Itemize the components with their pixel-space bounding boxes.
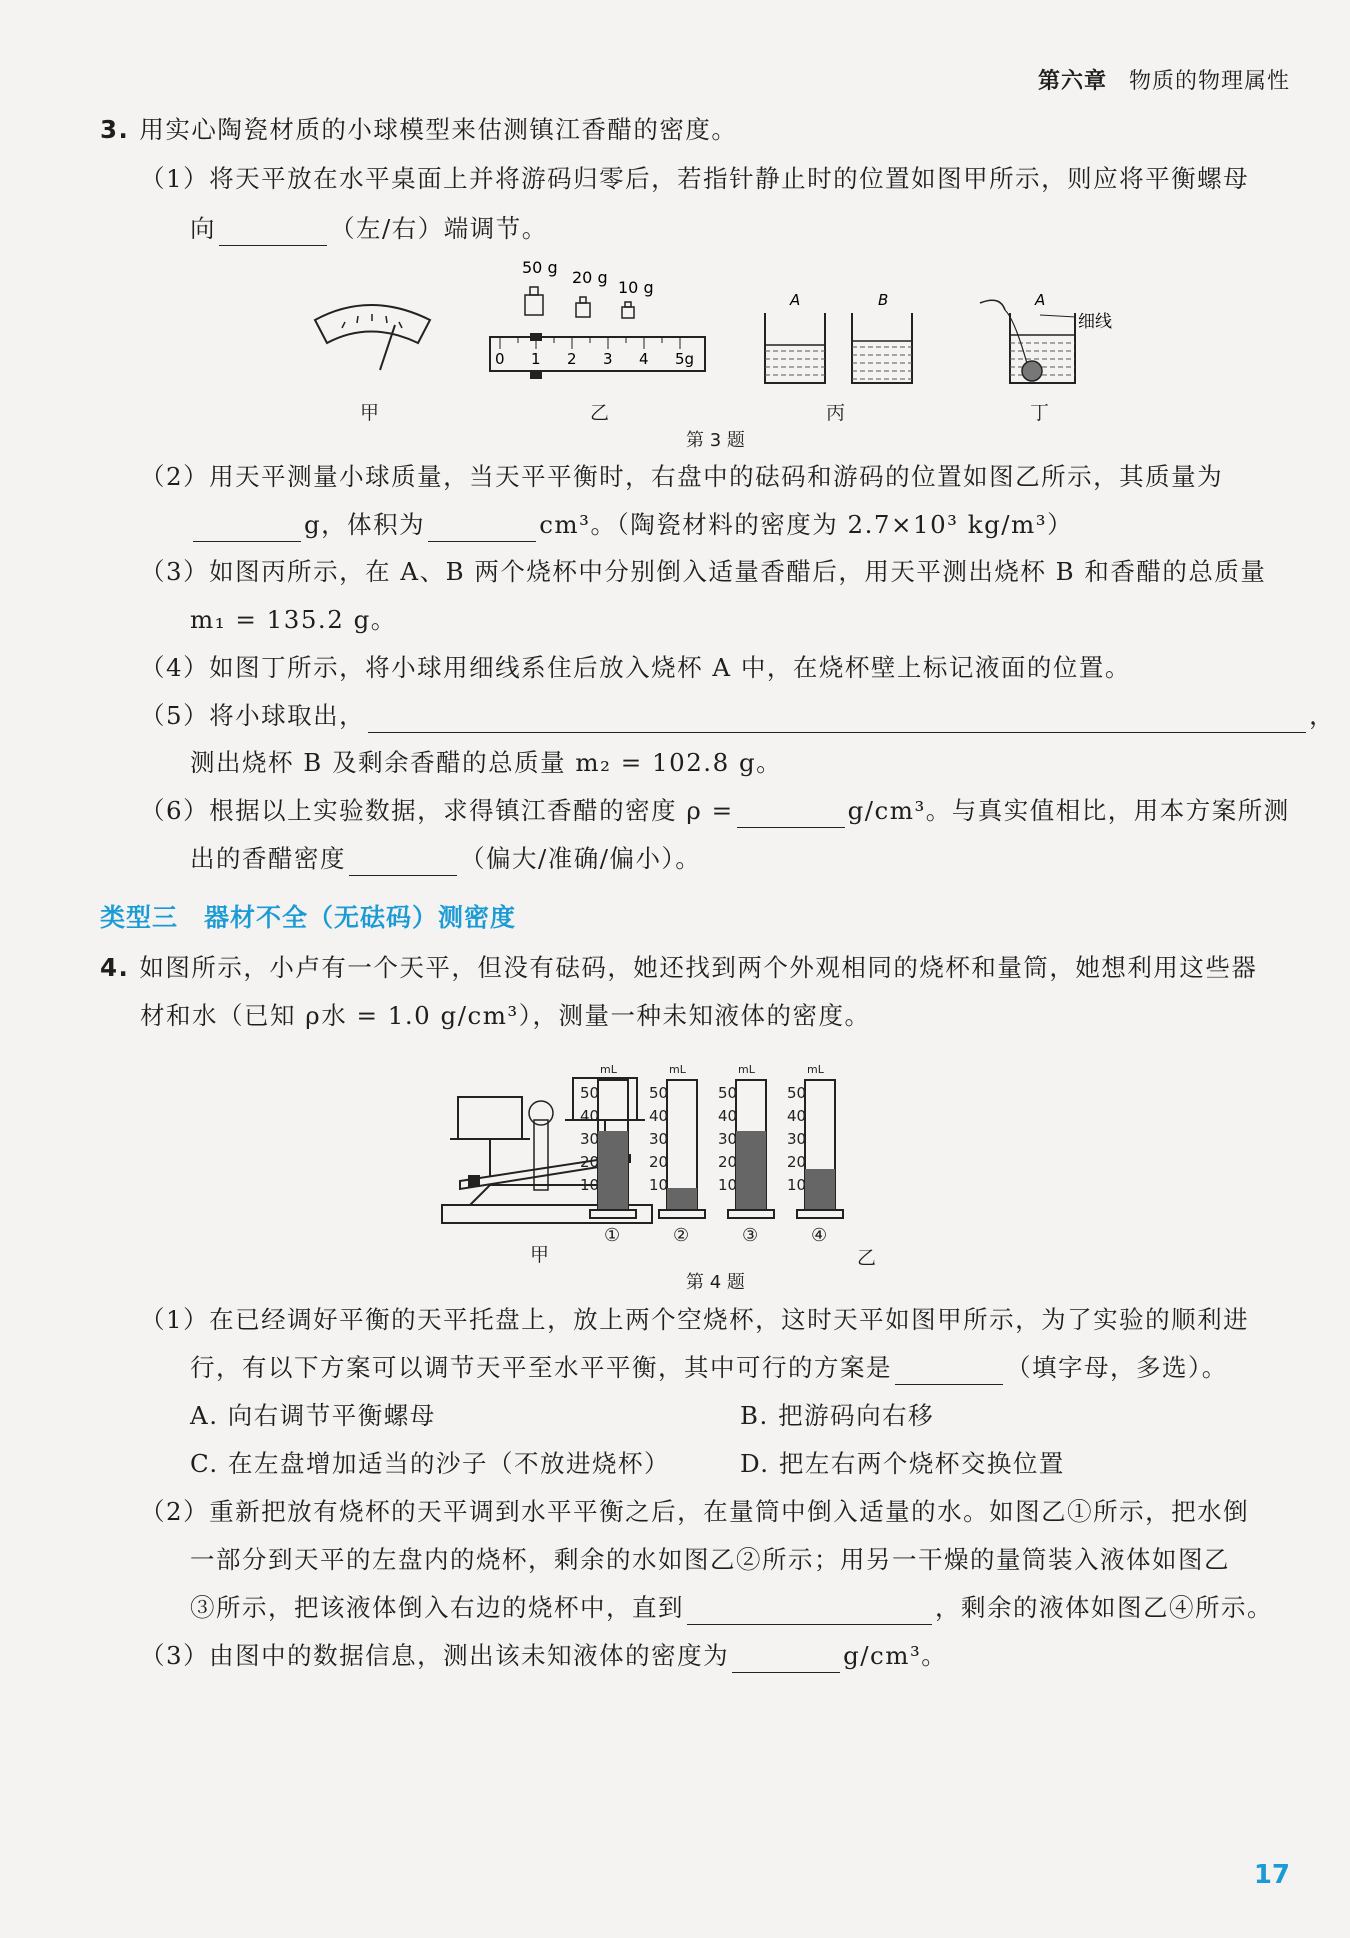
answer-blank[interactable] xyxy=(428,515,536,542)
q4-part3: （3）由图中的数据信息，测出该未知液体的密度为 g/cm³。 xyxy=(140,1639,947,1673)
answer-blank[interactable] xyxy=(219,219,327,246)
q3-stem: 3. 用实心陶瓷材质的小球模型来估测镇江香醋的密度。 xyxy=(100,115,738,144)
svg-text:10: 10 xyxy=(649,1176,669,1194)
svg-text:2: 2 xyxy=(567,350,577,368)
q4-figure xyxy=(430,1045,1030,1255)
q3-part2-line1: （2）用天平测量小球质量，当天平平衡时，右盘中的砝码和游码的位置如图乙所示，其质量为 xyxy=(140,462,1224,491)
q3-part6-line2: 出的香醋密度 （偏大/准确/偏小）。 xyxy=(190,842,701,876)
svg-text:4: 4 xyxy=(639,350,649,368)
q3-part4: （4）如图丁所示，将小球用细线系住后放入烧杯 A 中，在烧杯壁上标记液面的位置。 xyxy=(140,653,1131,682)
svg-text:40: 40 xyxy=(580,1107,600,1125)
svg-text:5g: 5g xyxy=(675,350,695,368)
q3-part5-line2: 测出烧杯 B 及剩余香醋的总质量 m₂ = 102.8 g。 xyxy=(190,748,783,777)
fig-label-bing: 丙 xyxy=(826,402,846,424)
option-d: D. 把左右两个烧杯交换位置 xyxy=(740,1449,1065,1478)
answer-blank[interactable] xyxy=(368,706,1306,733)
svg-text:mL: mL xyxy=(600,1063,617,1076)
svg-text:40: 40 xyxy=(649,1107,669,1125)
beakers-A-B xyxy=(765,291,912,383)
svg-text:20: 20 xyxy=(580,1153,600,1171)
option-b: B. 把游码向右移 xyxy=(740,1401,935,1430)
weights-and-rider-scale xyxy=(490,258,705,379)
weight-label-10g: 10 g xyxy=(618,278,654,297)
option-c: C. 在左盘增加适当的沙子（不放进烧杯） xyxy=(190,1449,670,1478)
answer-blank[interactable] xyxy=(349,849,457,876)
q4-stem-line2: 材和水（已知 ρ水 = 1.0 g/cm³），测量一种未知液体的密度。 xyxy=(140,1001,871,1030)
svg-text:40: 40 xyxy=(787,1107,807,1125)
section-heading: 类型三 器材不全（无砝码）测密度 xyxy=(100,903,517,932)
svg-text:30: 30 xyxy=(580,1130,600,1148)
q4-part2-line1: （2）重新把放有烧杯的天平调到水平平衡之后，在量筒中倒入适量的水。如图乙①所示，把水倒 xyxy=(140,1497,1250,1526)
option-a: A. 向右调节平衡螺母 xyxy=(190,1401,436,1430)
svg-text:50: 50 xyxy=(718,1084,738,1102)
q4-stem-line1: 4. 如图所示，小卢有一个天平，但没有砝码，她还找到两个外观相同的烧杯和量筒，她想利用这些器 xyxy=(100,953,1258,982)
svg-text:30: 30 xyxy=(718,1130,738,1148)
q3-part3-line2: m₁ = 135.2 g。 xyxy=(190,605,397,634)
balance-pointer-dial xyxy=(315,305,430,370)
fig-label-yi: 乙 xyxy=(590,402,610,424)
fig-label-jia: 甲 xyxy=(530,1244,550,1266)
svg-text:③: ③ xyxy=(742,1225,759,1246)
svg-text:50: 50 xyxy=(649,1084,669,1102)
fig-label-ding: 丁 xyxy=(1030,402,1050,424)
svg-text:②: ② xyxy=(673,1225,690,1246)
svg-text:1: 1 xyxy=(531,350,541,368)
svg-text:10: 10 xyxy=(718,1176,738,1194)
q4-part1-line2: 行，有以下方案可以调节天平至水平平衡，其中可行的方案是 （填字母，多选）。 xyxy=(190,1351,1228,1385)
q4-part1-line1: （1）在已经调好平衡的天平托盘上，放上两个空烧杯，这时天平如图甲所示，为了实验的顺利进 xyxy=(140,1305,1250,1334)
q3-number: 3. xyxy=(100,115,130,144)
fig-label-yi: 乙 xyxy=(857,1247,877,1269)
svg-text:3: 3 xyxy=(603,350,613,368)
answer-blank[interactable] xyxy=(895,1358,1003,1385)
q4-part2-line2: 一部分到天平的左盘内的烧杯，剩余的水如图乙②所示；用另一干燥的量筒装入液体如图乙 xyxy=(190,1545,1230,1574)
svg-text:20: 20 xyxy=(718,1153,738,1171)
svg-text:40: 40 xyxy=(718,1107,738,1125)
svg-text:10: 10 xyxy=(787,1176,807,1194)
beaker-with-ball xyxy=(980,291,1112,383)
q4-figure-caption: 第 4 题 xyxy=(686,1272,745,1293)
chapter-title: 物质的物理属性 xyxy=(1128,69,1290,94)
weight-label-50g: 50 g xyxy=(522,258,558,277)
q3-part1-line1: （1）将天平放在水平桌面上并将游码归零后，若指针静止时的位置如图甲所示，则应将平衡螺母 xyxy=(140,164,1250,193)
svg-text:A: A xyxy=(1035,291,1046,309)
graduated-cylinders xyxy=(580,1063,843,1246)
q3-figure-caption: 第 3 题 xyxy=(686,430,745,451)
answer-blank[interactable] xyxy=(737,801,845,828)
svg-text:50: 50 xyxy=(580,1084,600,1102)
svg-text:B: B xyxy=(878,291,889,309)
q3-figure xyxy=(300,255,1112,395)
svg-text:10: 10 xyxy=(580,1176,600,1194)
svg-text:①: ① xyxy=(604,1225,621,1246)
svg-text:④: ④ xyxy=(811,1225,828,1246)
q3-part6-line1: （6）根据以上实验数据，求得镇江香醋的密度 ρ = g/cm³。与真实值相比，用本方案所测 xyxy=(140,794,1290,828)
svg-text:mL: mL xyxy=(807,1063,824,1076)
weight-label-20g: 20 g xyxy=(572,268,608,287)
svg-text:30: 30 xyxy=(787,1130,807,1148)
svg-text:20: 20 xyxy=(649,1153,669,1171)
q4-number: 4. xyxy=(100,953,130,982)
answer-blank[interactable] xyxy=(687,1598,932,1625)
fig-label-jia: 甲 xyxy=(360,402,380,424)
svg-text:20: 20 xyxy=(787,1153,807,1171)
svg-text:30: 30 xyxy=(649,1130,669,1148)
svg-text:mL: mL xyxy=(738,1063,755,1076)
chapter-label: 第六章 xyxy=(1037,69,1107,94)
q3-part3-line1: （3）如图丙所示，在 A、B 两个烧杯中分别倒入适量香醋后，用天平测出烧杯 B 和香醋的总质量 xyxy=(140,557,1267,586)
page-number: 17 xyxy=(1253,1860,1290,1890)
answer-blank[interactable] xyxy=(732,1646,840,1673)
svg-text:50: 50 xyxy=(787,1084,807,1102)
q3-part5-line1: （5）将小球取出， ， xyxy=(140,699,1335,733)
svg-text:细线: 细线 xyxy=(1078,312,1112,332)
q4-part2-line3: ③所示，把该液体倒入右边的烧杯中，直到 ，剩余的液体如图乙④所示。 xyxy=(190,1591,1273,1625)
q3-part2-line2: g，体积为 cm³。（陶瓷材料的密度为 2.7×10³ kg/m³） xyxy=(190,508,1073,542)
svg-text:0: 0 xyxy=(495,350,505,368)
answer-blank[interactable] xyxy=(193,515,301,542)
q3-part1-line2: 向 （左/右）端调节。 xyxy=(190,212,548,246)
svg-text:A: A xyxy=(790,291,801,309)
page-header xyxy=(1038,64,1290,95)
svg-text:mL: mL xyxy=(669,1063,686,1076)
